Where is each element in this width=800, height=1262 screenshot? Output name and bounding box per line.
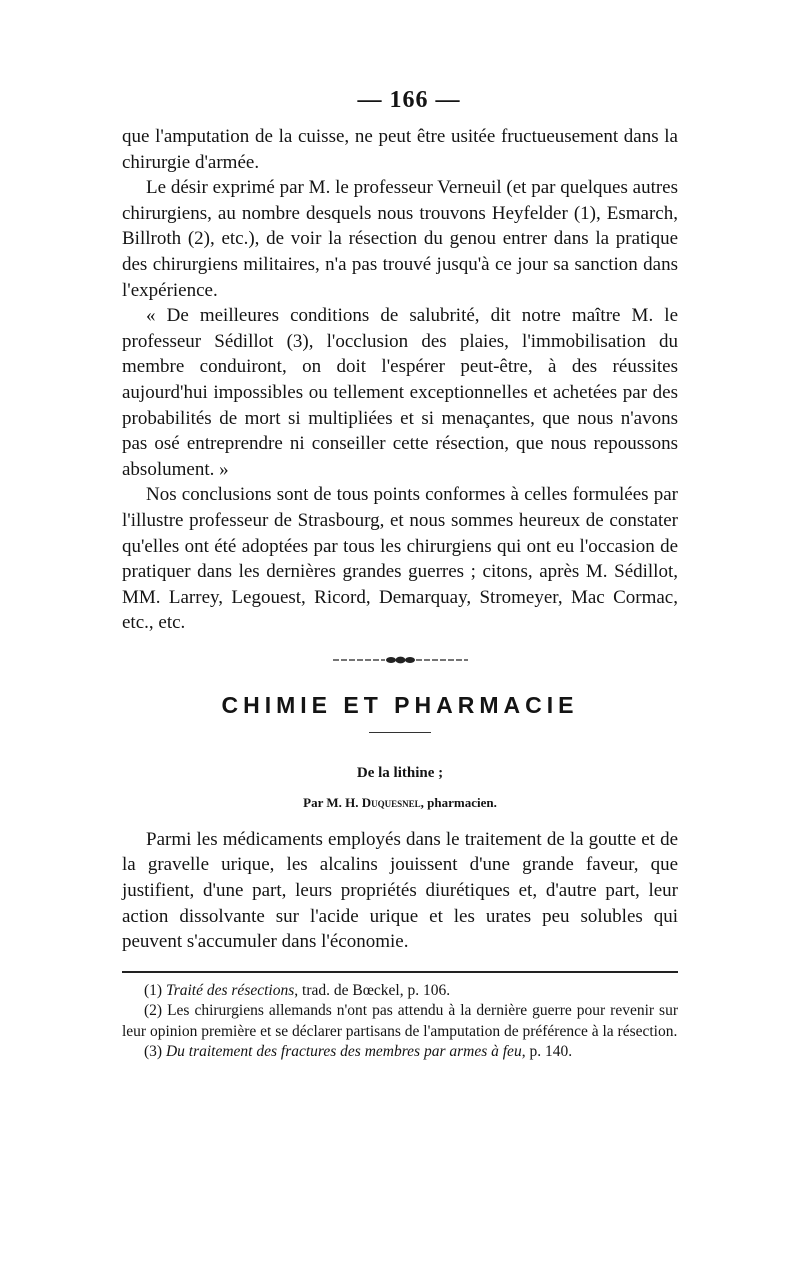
- footnote-marker: (2): [144, 1002, 168, 1020]
- article-title: De la lithine ;: [356, 764, 444, 781]
- paragraph-continuation: que l'amputation de la cuisse, ne peut être usitée fructueusement dans la chirurgie d'armée.: [122, 126, 678, 173]
- book-page: [122, 84, 678, 1063]
- footnote-text: , p. 140.: [521, 1043, 573, 1061]
- page-number: — 166 —: [357, 87, 461, 113]
- paragraph-lithine: Parmi les médicaments employés dans le traitement de la goutte et de la gravelle urique, les alcalins jouissent d'une grande faveur, que justifient, d'une part, leurs propriétés diurétiques et, d'autre part, leur action dissolvante sur l'acide urique et les urates peu solubles qui peuvent s'accumuler dans l'économie.: [122, 828, 678, 953]
- byline: [122, 793, 678, 813]
- paragraph-verneuil: Le désir exprimé par M. le professeur Verneuil (et par quelques autres chirurgiens, au nombre desquels nous trouvons Heyfelder (1), Esmarch, Billroth (2), etc.), de voir la résection du genou entrer dans la pratique des chirurgiens militaires, n'a pas trouvé jusqu'à ce jour sa sanction dans l'expérience.: [122, 177, 678, 301]
- footnote-1: [122, 981, 678, 1002]
- byline-prefix: Par M. H.: [303, 794, 362, 810]
- paragraph-sedillot-quote: « De meilleures conditions de salubrité, dit notre maître M. le professeur Sédillot (3), l'occlusion des plaies, l'immobilisation du membre conduiront, on doit l'espérer peut-être, à des réussites aujourd'hui impossibles ou tellement exceptionnelles et achetées par des probabilités de mort si multipliées et si menaçantes, que nous n'avons pas osé entreprendre ni conseiller cette résection, que nous repoussons absolument. »: [122, 305, 678, 480]
- footnote-text: , trad. de Bœckel, p. 106.: [294, 981, 451, 999]
- footnote-2: [122, 1001, 678, 1042]
- byline-author: Duquesnel: [361, 794, 421, 810]
- title-rule: [369, 732, 431, 733]
- footnote-marker: (3): [144, 1043, 166, 1061]
- footnote-title: Du traitement des fractures des membres par armes à feu: [165, 1043, 522, 1061]
- ornament-divider: [333, 654, 468, 666]
- footnotes-rule: [122, 971, 678, 973]
- footnote-3: [122, 1042, 678, 1063]
- footnote-marker: (1): [144, 981, 166, 999]
- paragraph-conclusions: Nos conclusions sont de tous points conformes à celles formulées par l'illustre professeur de Strasbourg, et nous sommes heureux de constater qu'elles ont été adoptées par tous les chirurgiens qui ont eu l'occasion de pratiquer dans les dernières grandes guerres ; citons, après M. Sédillot, MM. Larrey, Legouest, Ricord, Demarquay, Stromeyer, Mac Cormac, etc., etc.: [122, 484, 678, 634]
- footnote-title: Traité des résections: [165, 981, 295, 999]
- byline-suffix: , pharmacien.: [420, 794, 497, 810]
- footnote-text: Les chirurgiens allemands n'ont pas attendu à la dernière guerre pour revenir sur leur opinion première et se déclarer partisans de l'amputation de préférence à la résection.: [122, 1002, 678, 1040]
- section-title: CHIMIE ET PHARMACIE: [221, 691, 579, 718]
